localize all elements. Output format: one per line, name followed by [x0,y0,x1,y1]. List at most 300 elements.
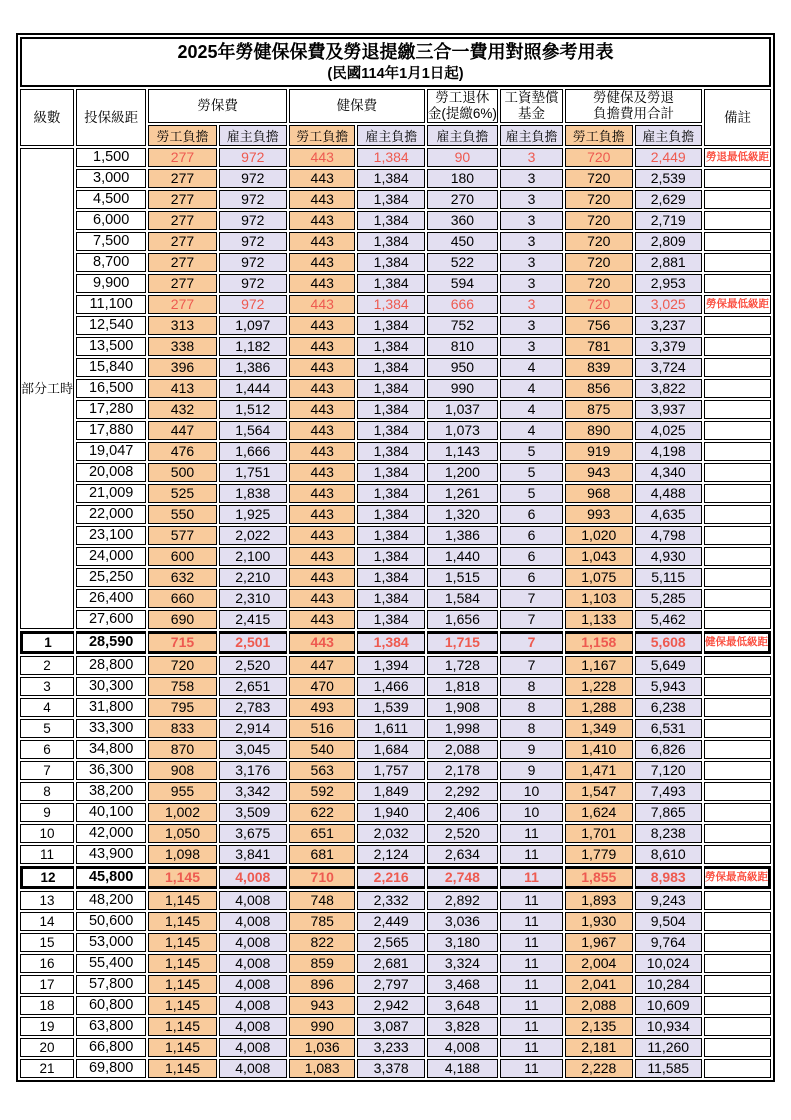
remark-cell [704,400,771,419]
salary-bracket-cell: 36,300 [76,761,146,780]
value-cell: 443 [289,484,356,503]
value-cell: 4 [500,358,563,377]
value-cell: 2,178 [427,761,498,780]
value-cell: 3 [500,232,563,251]
value-cell: 972 [219,211,287,230]
value-cell: 972 [219,232,287,251]
remark-cell [704,358,771,377]
value-cell: 9,764 [635,933,702,952]
salary-bracket-cell: 53,000 [76,933,146,952]
value-cell: 8,238 [635,824,702,843]
col-header-labor-insurance: 勞保費 [148,89,287,123]
remark-cell [704,337,771,356]
value-cell: 2,651 [219,677,287,696]
value-cell: 2,135 [565,1017,632,1036]
value-cell: 1,200 [427,463,498,482]
table-row [20,1038,771,1057]
value-cell: 563 [289,761,356,780]
table-row [20,526,771,545]
value-cell: 2,565 [357,933,424,952]
salary-bracket-cell: 66,800 [76,1038,146,1057]
value-cell: 3,822 [635,379,702,398]
value-cell: 1,440 [427,547,498,566]
value-cell: 9,504 [635,912,702,931]
value-cell: 2,124 [357,845,424,864]
value-cell: 3,509 [219,803,287,822]
value-cell: 950 [427,358,498,377]
remark-cell [704,656,771,675]
salary-bracket-cell: 60,800 [76,996,146,1015]
value-cell: 4,198 [635,442,702,461]
value-cell: 5,285 [635,589,702,608]
value-cell: 3,237 [635,316,702,335]
value-cell: 908 [148,761,216,780]
value-cell: 1,855 [565,866,632,889]
table-row [20,803,771,822]
remark-cell [704,190,771,209]
value-cell: 1,384 [357,610,424,629]
value-cell: 720 [565,169,632,188]
value-cell: 4,008 [219,912,287,931]
value-cell: 443 [289,337,356,356]
value-cell: 720 [565,295,632,314]
value-cell: 450 [427,232,498,251]
level-cell: 11 [20,845,74,864]
value-cell: 4,008 [219,975,287,994]
col-header-pension: 勞工退休 金(提繳6%) [427,90,497,121]
value-cell: 5,943 [635,677,702,696]
value-cell: 10,934 [635,1017,702,1036]
value-cell: 810 [427,337,498,356]
subheader-labor-employee: 勞工負擔 [148,125,216,146]
value-cell: 1,751 [219,463,287,482]
value-cell: 3,176 [219,761,287,780]
value-cell: 943 [565,463,632,482]
value-cell: 1,849 [357,782,424,801]
value-cell: 10 [500,782,563,801]
value-cell: 1,384 [357,337,424,356]
table-row [20,677,771,696]
salary-bracket-cell: 55,400 [76,954,146,973]
value-cell: 690 [148,610,216,629]
value-cell: 600 [148,547,216,566]
value-cell: 4 [500,379,563,398]
value-cell: 447 [148,421,216,440]
salary-bracket-cell: 63,800 [76,1017,146,1036]
value-cell: 1,611 [357,719,424,738]
value-cell: 443 [289,169,356,188]
value-cell: 785 [289,912,356,931]
salary-bracket-cell: 19,047 [76,442,146,461]
level-cell: 6 [20,740,74,759]
value-cell: 7 [500,610,563,629]
value-cell: 3 [500,337,563,356]
salary-bracket-cell: 1,500 [76,148,146,167]
table-row [20,568,771,587]
remark-cell [704,568,771,587]
value-cell: 443 [289,190,356,209]
remark-cell: 勞保最低級距 [704,295,771,314]
value-cell: 11 [500,824,563,843]
value-cell: 2,501 [219,631,287,654]
table-row [20,698,771,717]
value-cell: 1,384 [357,463,424,482]
value-cell: 1,158 [565,631,632,654]
value-cell: 5 [500,463,563,482]
value-cell: 1,384 [357,442,424,461]
salary-bracket-cell: 20,008 [76,463,146,482]
table-row [20,1017,771,1036]
value-cell: 443 [289,631,356,654]
value-cell: 5,608 [635,631,702,654]
value-cell: 522 [427,253,498,272]
value-cell: 1,925 [219,505,287,524]
remark-cell [704,1059,771,1078]
value-cell: 6,531 [635,719,702,738]
value-cell: 5 [500,484,563,503]
table-row [20,891,771,910]
salary-bracket-cell: 26,400 [76,589,146,608]
remark-cell [704,379,771,398]
value-cell: 870 [148,740,216,759]
value-cell: 2,449 [357,912,424,931]
table-row [20,274,771,293]
value-cell: 7 [500,656,563,675]
value-cell: 3 [500,295,563,314]
value-cell: 443 [289,505,356,524]
value-cell: 6,826 [635,740,702,759]
value-cell: 968 [565,484,632,503]
value-cell: 2,914 [219,719,287,738]
value-cell: 1,584 [427,589,498,608]
table-row [20,656,771,675]
subheader-health-employee: 勞工負擔 [289,125,356,146]
value-cell: 758 [148,677,216,696]
salary-bracket-cell: 9,900 [76,274,146,293]
value-cell: 1,167 [565,656,632,675]
value-cell: 1,043 [565,547,632,566]
value-cell: 338 [148,337,216,356]
table-row [20,631,771,654]
value-cell: 11 [500,866,563,889]
value-cell: 1,515 [427,568,498,587]
value-cell: 2,520 [219,656,287,675]
value-cell: 4,008 [219,891,287,910]
value-cell: 715 [148,631,216,654]
value-cell: 632 [148,568,216,587]
remark-cell: 健保最低級距 [704,631,771,654]
remark-cell [704,1017,771,1036]
value-cell: 2,783 [219,698,287,717]
value-cell: 1,145 [148,912,216,931]
value-cell: 1,145 [148,866,216,889]
salary-bracket-cell: 57,800 [76,975,146,994]
subheader-wage-fund-employer: 雇主負擔 [500,125,563,146]
table-row [20,463,771,482]
value-cell: 833 [148,719,216,738]
remark-cell [704,782,771,801]
value-cell: 360 [427,211,498,230]
level-cell: 20 [20,1038,74,1057]
value-cell: 8,610 [635,845,702,864]
value-cell: 5 [500,442,563,461]
value-cell: 748 [289,891,356,910]
table-row [20,148,771,167]
value-cell: 1,656 [427,610,498,629]
value-cell: 3,468 [427,975,498,994]
value-cell: 500 [148,463,216,482]
value-cell: 1,083 [289,1059,356,1078]
value-cell: 1,020 [565,526,632,545]
value-cell: 1,145 [148,1038,216,1057]
value-cell: 1,410 [565,740,632,759]
salary-bracket-cell: 11,100 [76,295,146,314]
salary-bracket-cell: 4,500 [76,190,146,209]
level-cell: 13 [20,891,74,910]
value-cell: 180 [427,169,498,188]
remark-cell [704,698,771,717]
salary-bracket-cell: 48,200 [76,891,146,910]
value-cell: 4,340 [635,463,702,482]
remark-cell [704,740,771,759]
value-cell: 2,088 [427,740,498,759]
level-cell: 19 [20,1017,74,1036]
value-cell: 622 [289,803,356,822]
remark-cell [704,1038,771,1057]
value-cell: 943 [289,996,356,1015]
value-cell: 11 [500,845,563,864]
value-cell: 1,075 [565,568,632,587]
value-cell: 972 [219,253,287,272]
value-cell: 443 [289,211,356,230]
value-cell: 9 [500,761,563,780]
value-cell: 4,008 [219,933,287,952]
remark-cell [704,505,771,524]
remark-cell [704,484,771,503]
value-cell: 1,261 [427,484,498,503]
value-cell: 9,243 [635,891,702,910]
value-cell: 1,838 [219,484,287,503]
value-cell: 1,145 [148,891,216,910]
remark-cell [704,421,771,440]
premium-reference-table [16,33,775,1082]
value-cell: 4,008 [219,1038,287,1057]
value-cell: 1,512 [219,400,287,419]
value-cell: 2,228 [565,1059,632,1078]
value-cell: 972 [219,190,287,209]
value-cell: 3,025 [635,295,702,314]
value-cell: 839 [565,358,632,377]
remark-cell [704,526,771,545]
value-cell: 413 [148,379,216,398]
value-cell: 896 [289,975,356,994]
value-cell: 443 [289,358,356,377]
page-title: 2025年勞健保保費及勞退提繳三合一費用對照參考用表 [177,42,614,62]
table-row [20,845,771,864]
value-cell: 1,050 [148,824,216,843]
value-cell: 443 [289,547,356,566]
remark-cell [704,589,771,608]
value-cell: 919 [565,442,632,461]
value-cell: 1,384 [357,190,424,209]
value-cell: 2,629 [635,190,702,209]
value-cell: 2,797 [357,975,424,994]
value-cell: 3 [500,211,563,230]
subheader-total-employee: 勞工負擔 [565,125,632,146]
salary-bracket-cell: 17,280 [76,400,146,419]
value-cell: 1,145 [148,975,216,994]
value-cell: 1,384 [357,274,424,293]
value-cell: 2,088 [565,996,632,1015]
value-cell: 955 [148,782,216,801]
value-cell: 795 [148,698,216,717]
table-row [20,400,771,419]
value-cell: 990 [427,379,498,398]
value-cell: 720 [565,274,632,293]
value-cell: 8 [500,719,563,738]
value-cell: 443 [289,316,356,335]
level-cell: 3 [20,677,74,696]
remark-cell [704,975,771,994]
level-cell: 14 [20,912,74,931]
remark-cell [704,912,771,931]
value-cell: 4 [500,421,563,440]
table-row [20,610,771,629]
value-cell: 3 [500,190,563,209]
value-cell: 1,466 [357,677,424,696]
value-cell: 2,210 [219,568,287,587]
value-cell: 476 [148,442,216,461]
value-cell: 2,004 [565,954,632,973]
table-row [20,484,771,503]
value-cell: 1,908 [427,698,498,717]
level-cell: 5 [20,719,74,738]
subheader-health-employer: 雇主負擔 [357,125,424,146]
value-cell: 875 [565,400,632,419]
remark-cell [704,253,771,272]
table-row [20,824,771,843]
value-cell: 2,449 [635,148,702,167]
value-cell: 3,648 [427,996,498,1015]
salary-bracket-cell: 30,300 [76,677,146,696]
salary-bracket-cell: 21,009 [76,484,146,503]
subheader-pension-employer: 雇主負擔 [427,125,498,146]
value-cell: 443 [289,274,356,293]
col-header-salary-bracket: 投保級距 [76,89,146,146]
value-cell: 2,406 [427,803,498,822]
table-row [20,866,771,889]
value-cell: 1,384 [357,211,424,230]
value-cell: 1,893 [565,891,632,910]
level-cell: 18 [20,996,74,1015]
salary-bracket-cell: 3,000 [76,169,146,188]
value-cell: 681 [289,845,356,864]
value-cell: 3,675 [219,824,287,843]
value-cell: 1,386 [219,358,287,377]
table-row [20,912,771,931]
value-cell: 3,724 [635,358,702,377]
table-row [20,975,771,994]
value-cell: 10,609 [635,996,702,1015]
value-cell: 2,022 [219,526,287,545]
value-cell: 443 [289,442,356,461]
value-cell: 710 [289,866,356,889]
remark-cell [704,803,771,822]
value-cell: 592 [289,782,356,801]
value-cell: 890 [565,421,632,440]
salary-bracket-cell: 25,250 [76,568,146,587]
value-cell: 4,008 [219,866,287,889]
value-cell: 1,103 [565,589,632,608]
value-cell: 1,349 [565,719,632,738]
salary-bracket-cell: 15,840 [76,358,146,377]
value-cell: 1,471 [565,761,632,780]
table-row [20,316,771,335]
value-cell: 5,649 [635,656,702,675]
value-cell: 577 [148,526,216,545]
level-cell: 17 [20,975,74,994]
value-cell: 1,384 [357,169,424,188]
value-cell: 2,892 [427,891,498,910]
value-cell: 3,937 [635,400,702,419]
value-cell: 3,828 [427,1017,498,1036]
col-header-total: 勞健保及勞退 負擔費用合計 [565,89,702,123]
remark-cell [704,824,771,843]
value-cell: 277 [148,274,216,293]
value-cell: 10,284 [635,975,702,994]
value-cell: 4,025 [635,421,702,440]
value-cell: 2,041 [565,975,632,994]
remark-cell: 勞退最低級距 [704,148,771,167]
value-cell: 1,384 [357,358,424,377]
value-cell: 990 [289,1017,356,1036]
value-cell: 720 [565,211,632,230]
value-cell: 1,228 [565,677,632,696]
value-cell: 756 [565,316,632,335]
value-cell: 1,145 [148,1017,216,1036]
value-cell: 2,310 [219,589,287,608]
table-row [20,589,771,608]
value-cell: 1,967 [565,933,632,952]
value-cell: 972 [219,148,287,167]
value-cell: 651 [289,824,356,843]
value-cell: 666 [427,295,498,314]
value-cell: 10,024 [635,954,702,973]
table-body [20,148,771,1078]
value-cell: 4,008 [427,1038,498,1057]
value-cell: 1,098 [148,845,216,864]
value-cell: 7 [500,589,563,608]
value-cell: 4,798 [635,526,702,545]
table-row [20,169,771,188]
value-cell: 11 [500,912,563,931]
value-cell: 277 [148,253,216,272]
value-cell: 7,865 [635,803,702,822]
value-cell: 277 [148,295,216,314]
value-cell: 2,748 [427,866,498,889]
table-row [20,1059,771,1078]
value-cell: 6,238 [635,698,702,717]
salary-bracket-cell: 13,500 [76,337,146,356]
value-cell: 1,666 [219,442,287,461]
value-cell: 277 [148,211,216,230]
value-cell: 6 [500,568,563,587]
value-cell: 1,384 [357,484,424,503]
value-cell: 594 [427,274,498,293]
value-cell: 1,145 [148,954,216,973]
value-cell: 11 [500,891,563,910]
value-cell: 2,719 [635,211,702,230]
